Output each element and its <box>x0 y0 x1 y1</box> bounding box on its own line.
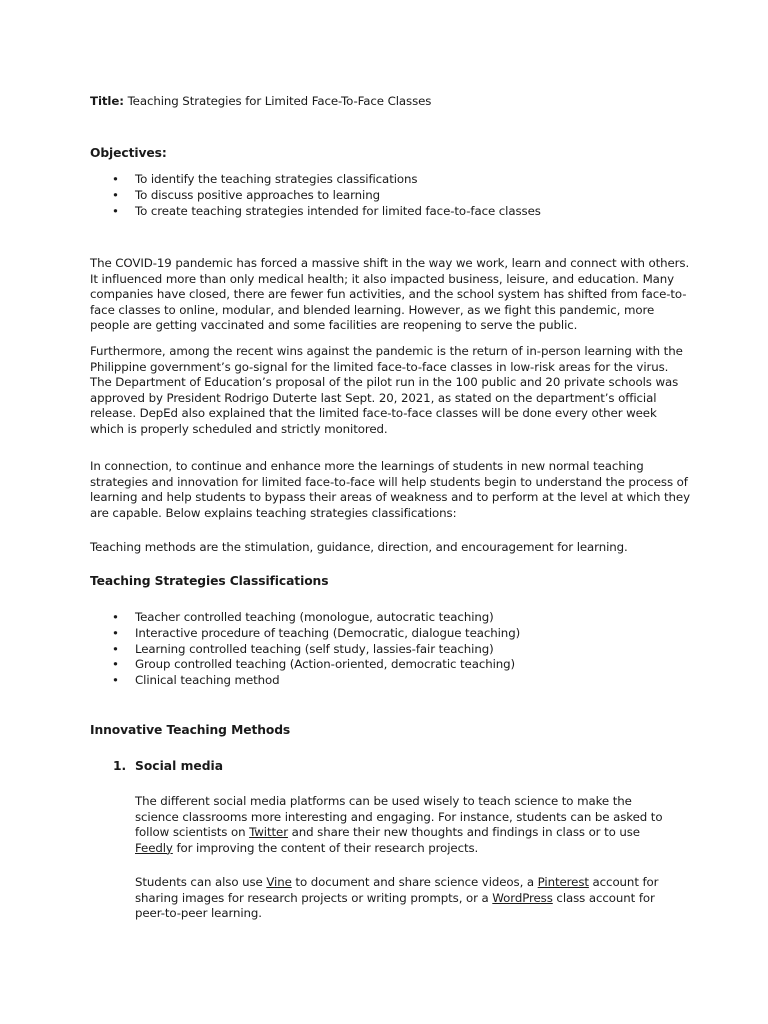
innovative-heading: Innovative Teaching Methods <box>90 723 291 737</box>
social-media-paragraph-1: The different social media platforms can be used wisely to teach science to make the science classrooms more interesting and engaging. For instance, students can be asked to follow scientists on Twitter and share their new thoughts and findings in class or to use Feedly for improving the content of their research projects. <box>135 794 663 855</box>
bullet-icon: • <box>112 625 119 640</box>
twitter-link[interactable]: Twitter <box>249 825 288 840</box>
objectives-heading: Objectives: <box>90 146 167 160</box>
list-item: • To discuss positive approaches to learning <box>112 187 380 202</box>
list-item: • Clinical teaching method <box>112 673 280 688</box>
bullet-icon: • <box>112 203 119 218</box>
section-number: 1. <box>113 759 127 773</box>
bullet-icon: • <box>112 172 119 186</box>
document-title <box>90 94 690 110</box>
title-text: Teaching Strategies for Limited Face-To-Face Classes <box>127 94 432 108</box>
bullet-icon: • <box>112 657 119 672</box>
paragraph-methods: Teaching methods are the stimulation, guidance, direction, and encouragement for learning. <box>90 540 628 554</box>
bullet-icon: • <box>112 610 119 624</box>
list-item: • Teacher controlled teaching (monologue, autocratic teaching) <box>112 610 494 624</box>
pinterest-link[interactable]: Pinterest <box>537 875 589 889</box>
classifications-list <box>90 610 520 689</box>
bullet-icon: • <box>112 673 119 688</box>
paragraph-intro: The COVID-19 pandemic has forced a massive shift in the way we work, learn and connect with others. It influenced more than only medical health; it also impacted business, leisure, and education. Many companies have closed, there are fewer fun activities, and the school system has shifted from face-to-face classes to online, modular, and blended learning. However, as we fight this pandemic, more people are getting vaccinated and some facilities are reopening to serve the public. <box>90 256 690 333</box>
wordpress-link[interactable]: WordPress <box>492 890 553 905</box>
feedly-link[interactable]: Feedly <box>135 840 173 855</box>
objectives-list <box>90 172 541 219</box>
classifications-heading: Teaching Strategies Classifications <box>90 574 329 588</box>
bullet-icon: • <box>112 187 119 202</box>
social-media-paragraph-2: Students can also use Vine to document and share science videos, a Pinterest account for sharing images for research projects or writing prompts, or a WordPress class account for peer-to-peer learning. <box>135 875 659 921</box>
section-title: Social media <box>135 759 224 773</box>
bullet-icon: • <box>112 641 119 656</box>
list-item: • To create teaching strategies intended for limited face-to-face classes <box>112 203 541 218</box>
paragraph-connection: In connection, to continue and enhance more the learnings of students in new normal teaching strategies and innovation for limited face-to-face will help students begin to understand the process of learning and help students to bypass their areas of weakness and to perform at the level at which they are capable. Below explains teaching strategies classifications: <box>90 459 690 520</box>
list-item: • Learning controlled teaching (self study, lassies-fair teaching) <box>112 641 494 656</box>
title-label: Title: <box>90 94 124 108</box>
vine-link[interactable]: Vine <box>266 875 292 889</box>
section-social-media-heading <box>113 759 223 773</box>
list-item: • To identify the teaching strategies classifications <box>112 172 418 186</box>
list-item: • Interactive procedure of teaching (Democratic, dialogue teaching) <box>112 625 521 640</box>
list-item: • Group controlled teaching (Action-oriented, democratic teaching) <box>112 657 516 672</box>
paragraph-furthermore: Furthermore, among the recent wins against the pandemic is the return of in-person learning with the Philippine government’s go-signal for the limited face-to-face classes in low-risk areas for the virus. The Department of Education’s proposal of the pilot run in the 100 public and 20 private schools was approved by President Rodrigo Duterte last Sept. 20, 2021, as stated on the department’s official release. DepEd also explained that the limited face-to-face classes will be done every other week which is properly scheduled and strictly monitored. <box>90 344 683 436</box>
